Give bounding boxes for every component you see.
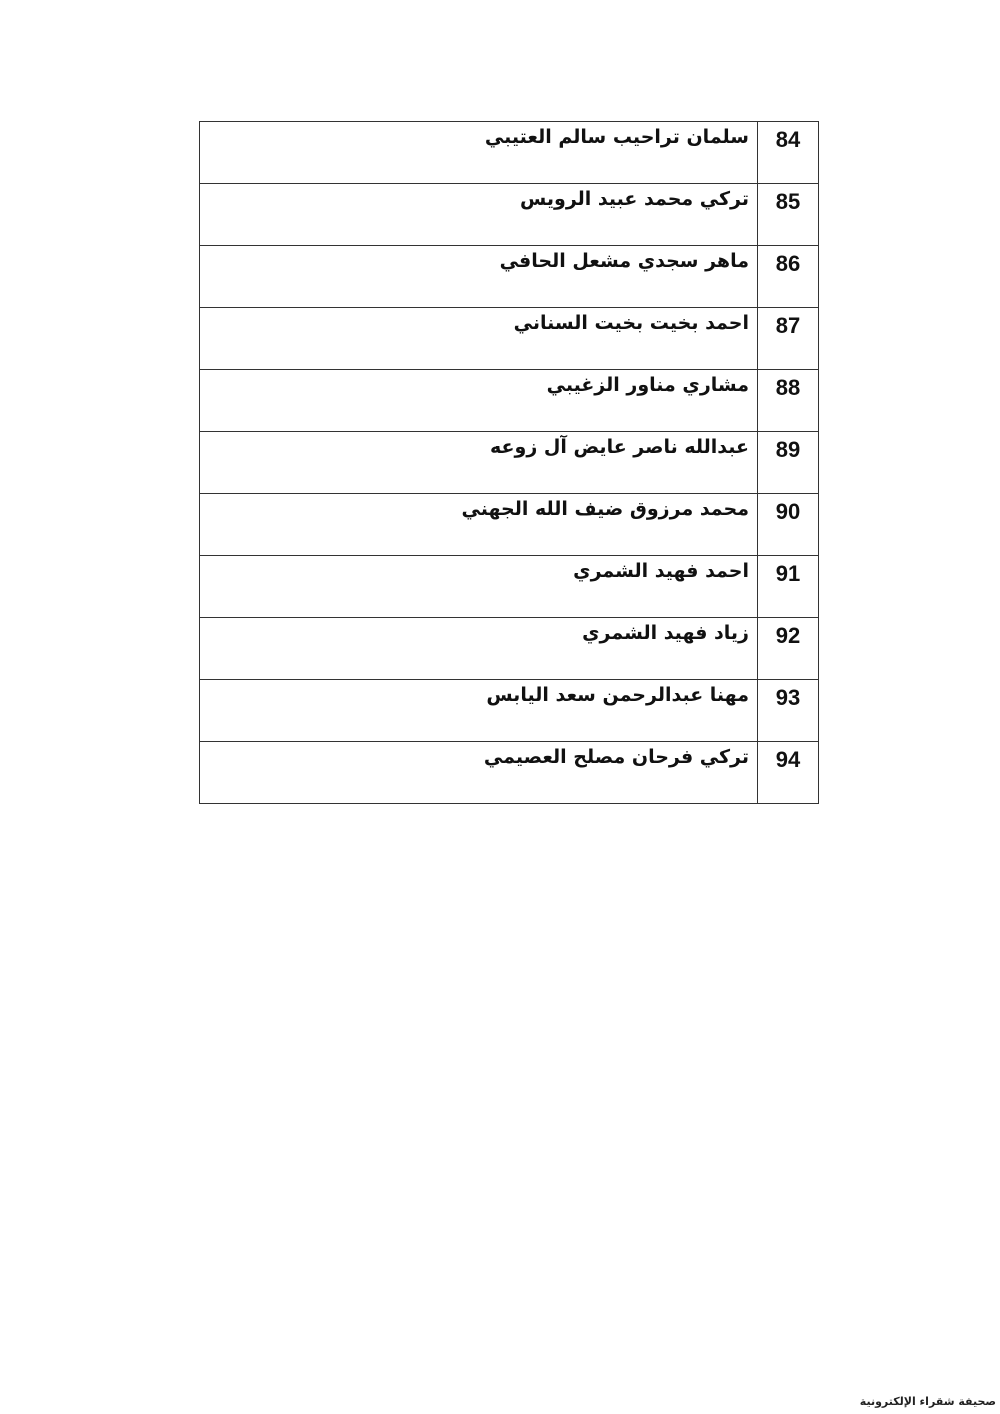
footer-watermark: صحيفة شقراء الإلكترونية (859, 1395, 996, 1408)
row-name: تركي محمد عبيد الرويس (200, 184, 758, 246)
row-number: 84 (758, 122, 819, 184)
row-name: عبدالله ناصر عايض آل زوعه (200, 432, 758, 494)
row-number: 89 (758, 432, 819, 494)
table-row (200, 494, 819, 556)
row-number: 85 (758, 184, 819, 246)
row-name: سلمان تراحيب سالم العتيبي (200, 122, 758, 184)
row-number: 93 (758, 680, 819, 742)
row-number: 91 (758, 556, 819, 618)
row-name: زياد فهيد الشمري (200, 618, 758, 680)
table-row (200, 246, 819, 308)
table-row (200, 184, 819, 246)
row-name: محمد مرزوق ضيف الله الجهني (200, 494, 758, 556)
table-row (200, 432, 819, 494)
row-number: 94 (758, 742, 819, 804)
table-row (200, 370, 819, 432)
table-row (200, 680, 819, 742)
row-number: 92 (758, 618, 819, 680)
row-number: 86 (758, 246, 819, 308)
names-table (199, 121, 819, 804)
table-row (200, 618, 819, 680)
row-number: 88 (758, 370, 819, 432)
table-row (200, 122, 819, 184)
row-number: 90 (758, 494, 819, 556)
row-name: تركي فرحان مصلح العصيمي (200, 742, 758, 804)
table-row (200, 308, 819, 370)
row-name: احمد بخيت بخيت السناني (200, 308, 758, 370)
table-row (200, 556, 819, 618)
table-row (200, 742, 819, 804)
row-name: ماهر سجدي مشعل الحافي (200, 246, 758, 308)
row-name: مهنا عبدالرحمن سعد اليابس (200, 680, 758, 742)
row-number: 87 (758, 308, 819, 370)
row-name: احمد فهيد الشمري (200, 556, 758, 618)
row-name: مشاري مناور الزغيبي (200, 370, 758, 432)
